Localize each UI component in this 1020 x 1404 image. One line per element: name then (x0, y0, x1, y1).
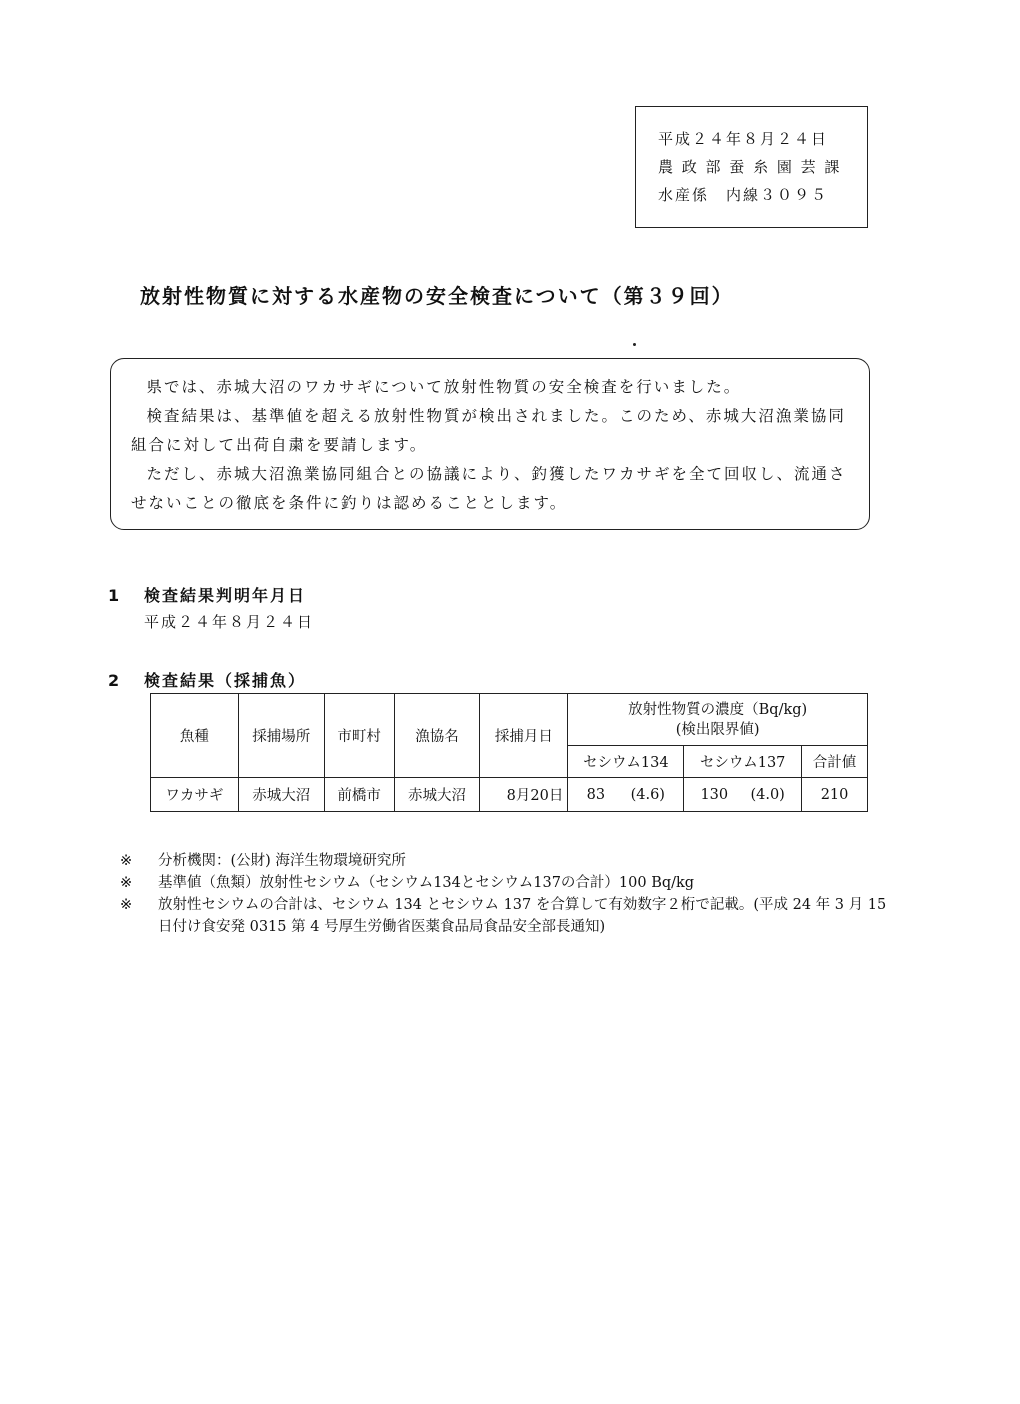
header-cooperative: 漁協名 (394, 694, 480, 778)
issuing-department: 農 政 部 蚕 糸 園 芸 課 (658, 158, 842, 176)
section-1-body: 平成２４年８月２４日 (144, 613, 315, 631)
header-total: 合計値 (802, 746, 868, 778)
cell-total: 210 (802, 778, 868, 812)
note-analysis-agency: 分析機関：(公財) 海洋生物環境研究所 (158, 853, 406, 869)
header-cs134: セシウム134 (568, 746, 684, 778)
results-table (150, 693, 868, 812)
cs137-limit: (4.0) (750, 786, 785, 803)
summary-paragraph-2: 検査結果は、基準値を超える放射性物質が検出されました。このため、赤城大沼漁業協同組合に対して出荷自粛を要請します。 (131, 407, 846, 454)
document-title: 放射性物質に対する水産物の安全検査について（第３９回） (140, 284, 734, 308)
note-item (120, 850, 890, 872)
cs137-value: 130 (700, 786, 729, 803)
summary-paragraph-1: 県では、赤城大沼のワカサギについて放射性物質の安全検査を行いました。 (146, 378, 742, 396)
note-mark: ※ (120, 853, 133, 869)
cell-cs137 (684, 778, 802, 812)
header-concentration-line1: 放射性物質の濃度（Bq/kg) (628, 701, 808, 718)
note-item (120, 872, 890, 894)
section-2-heading (108, 668, 306, 691)
issuer-box (635, 106, 868, 228)
notes-block (120, 850, 890, 938)
note-total-calculation: 放射性セシウムの合計は、セシウム 134 とセシウム 137 を合算して有効数字２桁で記載。(平成 24 年 3 月 15 日付け食安発 0315 第 4 号厚生労働省医薬食品局食品安全部長通知) (158, 897, 887, 935)
section-1-number: 1 (108, 586, 122, 605)
header-cs137: セシウム137 (684, 746, 802, 778)
contact-extension: 水産係 内線３０９５ (658, 186, 829, 204)
section-2-title: 検査結果（採捕魚） (144, 671, 307, 690)
header-municipality: 市町村 (324, 694, 394, 778)
cs134-limit: (4.6) (630, 786, 665, 803)
note-mark: ※ (120, 875, 133, 891)
table-row (151, 778, 868, 812)
section-1-title: 検査結果判明年月日 (144, 586, 307, 605)
cell-cs134 (568, 778, 684, 812)
section-2-number: 2 (108, 671, 122, 690)
header-species: 魚種 (151, 694, 239, 778)
summary-paragraph-3: ただし、赤城大沼漁業協同組合との協議により、釣獲したワカサギを全て回収し、流通させないことの徹底を条件に釣りは認めることとします。 (131, 465, 847, 512)
note-item (120, 894, 890, 938)
cell-cooperative: 赤城大沼 (394, 778, 480, 812)
section-1-heading (108, 583, 306, 606)
cell-location: 赤城大沼 (238, 778, 324, 812)
stray-dot (633, 343, 636, 346)
header-concentration (568, 694, 868, 746)
header-location: 採捕場所 (238, 694, 324, 778)
summary-box (110, 358, 870, 530)
issue-date: 平成２４年８月２４日 (658, 130, 829, 148)
note-standard-value: 基準値（魚類）放射性セシウム（セシウム134とセシウム137の合計）100 Bq/kg (158, 875, 695, 891)
header-date: 採捕月日 (480, 694, 568, 778)
cs134-value: 83 (586, 786, 606, 803)
cell-municipality: 前橋市 (324, 778, 394, 812)
note-mark: ※ (120, 897, 133, 913)
header-concentration-line2: (検出限界値) (675, 721, 760, 738)
cell-species: ワカサギ (151, 778, 239, 812)
cell-date: 8月20日 (480, 778, 568, 812)
